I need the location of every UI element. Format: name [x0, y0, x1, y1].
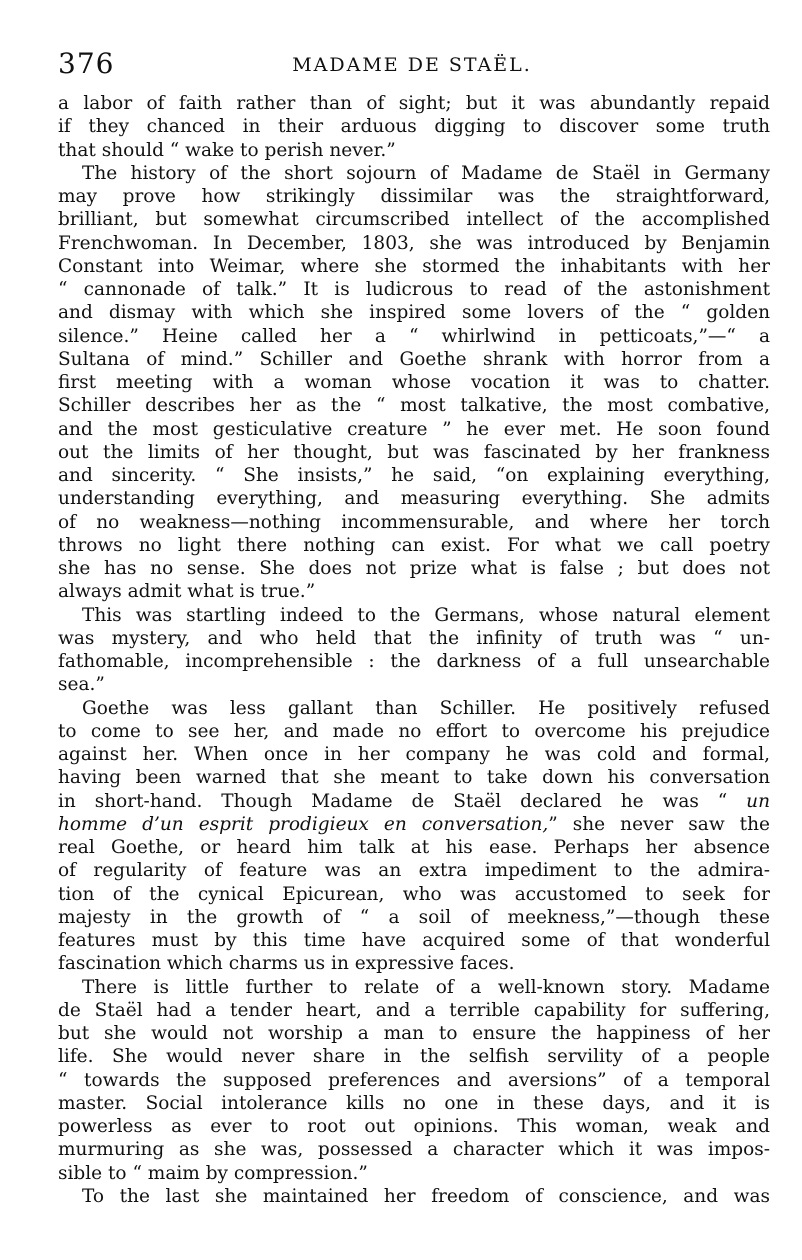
text-line: life. She would never share in the selfish servility of a people: [58, 1046, 770, 1068]
text-line: that should “ wake to perish never.”: [58, 139, 396, 161]
text-line: first meeting with a woman whose vocation it was to chatter.: [58, 372, 770, 393]
text-line: and dismay with which she inspired some lovers of the “ golden: [58, 302, 770, 324]
text-line: Constant into Weimar, where she stormed the inhabitants with her: [58, 255, 770, 277]
text-line: out the limits of her thought, but was fascinated by her frankness: [58, 441, 770, 463]
page-header: [58, 44, 766, 84]
text-line: sible to “ maim by compression.”: [58, 1162, 368, 1184]
text-line: features must by this time have acquired some of that wonderful: [58, 930, 770, 951]
text-line: “ towards the supposed preferences and aversions” of a temporal: [58, 1069, 770, 1091]
text-line: sea.”: [58, 674, 105, 696]
text-line: Frenchwoman. In December, 1803, she was introduced by Benjamin: [58, 232, 770, 254]
text-line: [58, 813, 770, 836]
text-line: brilliant, but somewhat circumscribed intellect of the accomplished: [58, 209, 770, 231]
page-number: 376: [58, 47, 115, 80]
text-line: may prove how strikingly dissimilar was the straightforward,: [58, 186, 770, 207]
text-line: Schiller describes her as the “ most talkative, the most combative,: [58, 395, 770, 417]
text-line: throws no light there nothing can exist. For what we call poetry: [58, 534, 770, 556]
text-line: understanding everything, and measuring everything. She admits: [58, 488, 770, 510]
text-line: There is little further to relate of a well-known story. Madame: [82, 976, 770, 998]
text-line: master. Social intolerance kills no one in these days, and it is: [58, 1092, 770, 1114]
text-line: de Staël had a tender heart, and a terrible capability for suffering,: [58, 999, 770, 1021]
text-line: against her. When once in her company he was cold and formal,: [58, 744, 770, 765]
running-title: MADAME DE STAËL.: [292, 54, 532, 76]
text-line: silence.” Heine called her a “ whirlwind in petticoats,”—“ a: [58, 325, 770, 347]
text-line: fascination which charms us in expressive faces.: [58, 953, 515, 975]
text-fragment: in short-hand. Though Madame de Staël declared he was “: [58, 790, 747, 812]
italic-fragment: un: [746, 790, 770, 812]
text-line: was mystery, and who held that the infinity of truth was “ un-: [58, 627, 770, 649]
text-line: if they chanced in their arduous digging to discover some truth: [58, 116, 770, 138]
text-fragment: ” she never saw the: [548, 813, 770, 835]
text-line: To the last she maintained her freedom of conscience, and was: [82, 1185, 770, 1207]
body-text: [58, 92, 770, 1208]
text-line: This was startling indeed to the Germans, whose natural element: [82, 604, 770, 626]
text-line: murmuring as she was, possessed a character which it was impos-: [58, 1139, 770, 1161]
italic-fragment: homme d’un esprit prodigieux en conversation,: [58, 813, 549, 835]
text-line: to come to see her, and made no effort to overcome his prejudice: [58, 720, 770, 742]
text-line: Goethe was less gallant than Schiller. He positively refused: [82, 697, 770, 719]
text-line: and sincerity. “ She insists,” he said, “on explaining everything,: [58, 465, 770, 486]
text-line: The history of the short sojourn of Madame de Staël in Germany: [82, 162, 770, 184]
text-line: always admit what is true.”: [58, 581, 316, 603]
text-line: real Goethe, or heard him talk at his ease. Perhaps her absence: [58, 837, 770, 858]
text-line: Sultana of mind.” Schiller and Goethe shrank with horror from a: [58, 348, 770, 370]
text-line: fathomable, incomprehensible : the darkness of a full unsearchable: [58, 651, 770, 672]
text-line: of regularity of feature was an extra impediment to the admira-: [58, 860, 770, 882]
text-line: she has no sense. She does not prize what is false ; but does not: [58, 558, 770, 579]
text-line: and the most gesticulative creature ” he ever met. He soon found: [58, 418, 770, 440]
text-line: powerless as ever to root out opinions. This woman, weak and: [58, 1116, 770, 1137]
text-line: [58, 790, 770, 813]
text-line: “ cannonade of talk.” It is ludicrous to read of the astonishment: [58, 279, 770, 300]
text-line: but she would not worship a man to ensure the happiness of her: [58, 1023, 770, 1044]
text-line: a labor of faith rather than of sight; but it was abundantly repaid: [58, 93, 770, 114]
text-line: majesty in the growth of “ a soil of meekness,”—though these: [58, 906, 770, 928]
text-line: having been warned that she meant to take down his conversation: [58, 767, 770, 789]
text-line: of no weakness—nothing incommensurable, and where her torch: [58, 511, 770, 533]
text-line: tion of the cynical Epicurean, who was accustomed to seek for: [58, 883, 770, 905]
